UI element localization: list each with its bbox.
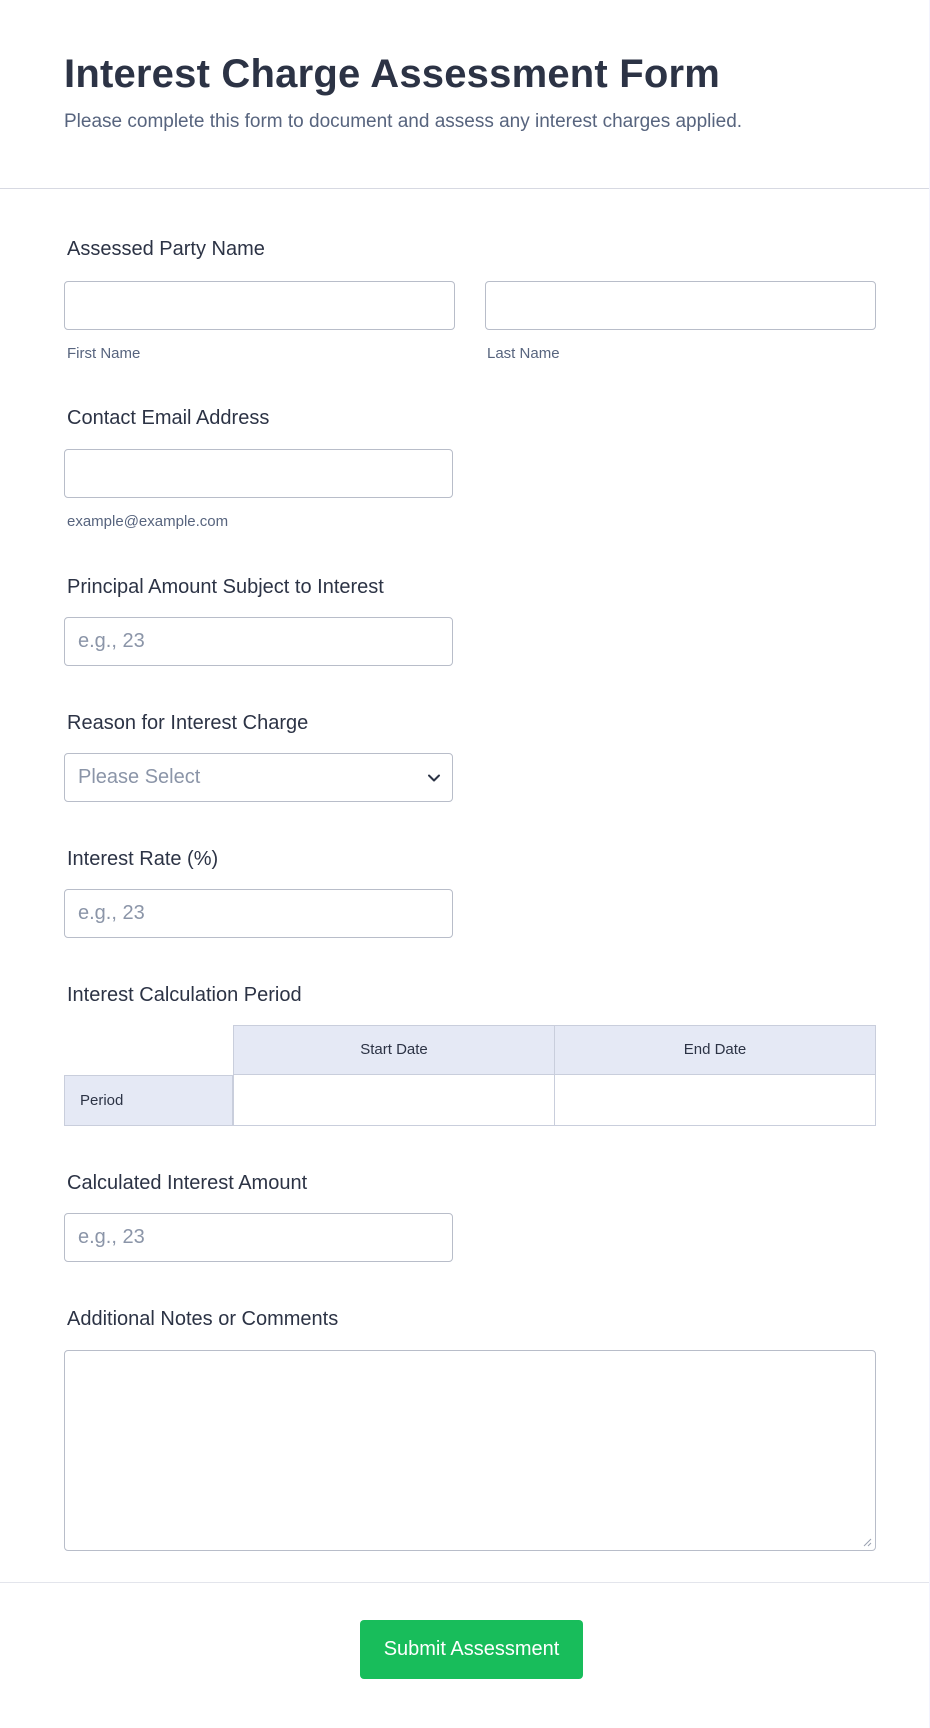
start-date-cell[interactable] [233, 1075, 555, 1126]
principal-input[interactable] [64, 617, 453, 666]
reason-select-value: Please Select [78, 766, 201, 788]
principal-label: Principal Amount Subject to Interest [67, 576, 384, 598]
form-header [0, 0, 929, 189]
matrix-header-end-date: End Date [554, 1025, 876, 1075]
submit-assessment-button[interactable]: Submit Assessment [360, 1620, 583, 1679]
first-name-input[interactable] [64, 281, 455, 330]
reason-select[interactable] [64, 753, 453, 802]
calculated-label: Calculated Interest Amount [67, 1172, 308, 1194]
notes-label: Additional Notes or Comments [67, 1308, 339, 1330]
first-name-sublabel: First Name [67, 345, 141, 362]
rate-label: Interest Rate (%) [67, 848, 219, 870]
rate-input[interactable] [64, 889, 453, 938]
period-matrix [64, 1025, 876, 1126]
matrix-header-start-date: Start Date [233, 1025, 555, 1075]
email-label: Contact Email Address [67, 407, 270, 429]
calculated-input[interactable] [64, 1213, 453, 1262]
email-sublabel: example@example.com [67, 513, 229, 530]
form-subtitle: Please complete this form to document and assess any interest charges applied. [64, 111, 743, 132]
last-name-input[interactable] [485, 281, 876, 330]
form-title: Interest Charge Assessment Form [64, 52, 721, 96]
footer-divider [0, 1582, 929, 1583]
period-label: Interest Calculation Period [67, 984, 302, 1006]
chevron-down-icon [426, 770, 442, 786]
party-name-label: Assessed Party Name [67, 238, 265, 260]
reason-label: Reason for Interest Charge [67, 712, 309, 734]
notes-textarea[interactable] [64, 1350, 876, 1551]
last-name-sublabel: Last Name [487, 345, 560, 362]
end-date-cell[interactable] [554, 1075, 876, 1126]
matrix-row-label: Period [64, 1075, 233, 1126]
email-input[interactable] [64, 449, 453, 498]
resize-grip-icon[interactable] [862, 1537, 872, 1547]
